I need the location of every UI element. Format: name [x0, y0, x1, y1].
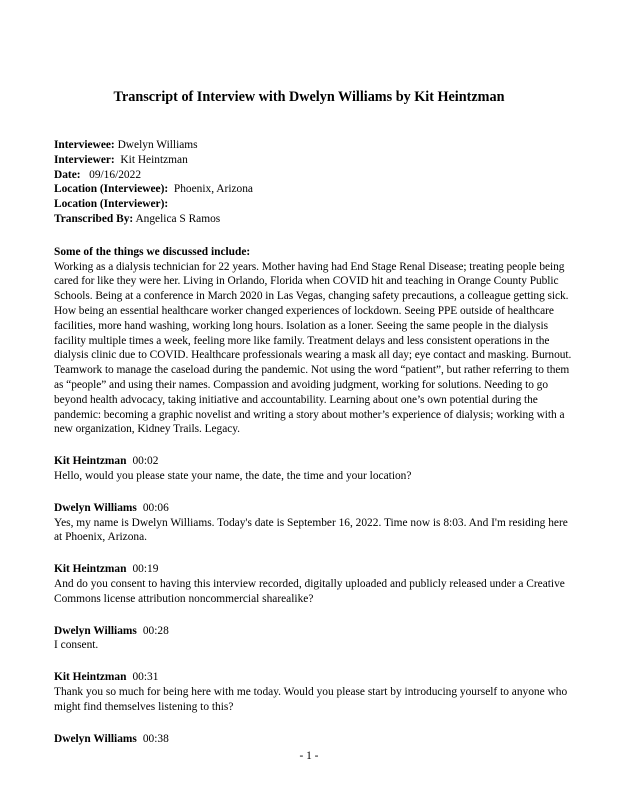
metadata-label: Location (Interviewer): — [54, 198, 169, 211]
metadata-location-interviewer — [54, 197, 574, 212]
timestamp: 00:02 — [132, 455, 159, 468]
utterance-text: I consent. — [54, 639, 99, 652]
utterance-text: Thank you so much for being here with me today. Would you please start by introducing yourself to anyone who might find themselves listening to this? — [54, 685, 568, 713]
metadata-interviewer — [54, 153, 574, 168]
utterance-text: And do you consent to having this interview recorded, digitally uploaded and publicly released under a Creative Commons license attribution noncommercial sharealike? — [54, 577, 565, 605]
metadata-value: Angelica S Ramos — [135, 212, 221, 225]
metadata-value: Dwelyn Williams — [117, 139, 198, 151]
speaker-line — [54, 732, 574, 747]
metadata-location-interviewee — [54, 182, 574, 197]
speaker-name: Dwelyn Williams — [54, 501, 137, 514]
metadata-date — [54, 168, 574, 183]
metadata-interviewee — [54, 138, 574, 153]
page-number: - 1 - — [299, 750, 319, 762]
utterance-text: Yes, my name is Dwelyn Williams. Today's date is September 16, 2022. Time now is 8:03. And I'm residing here at Phoenix, Arizona. — [54, 516, 568, 544]
speaker-line — [54, 624, 574, 639]
metadata-value: 09/16/2022 — [89, 168, 142, 181]
speaker-line — [54, 562, 574, 577]
timestamp: 00:38 — [142, 732, 169, 745]
document-content — [54, 138, 574, 746]
metadata-label: Transcribed By: — [54, 212, 134, 225]
speaker-name: Kit Heintzman — [54, 671, 127, 684]
metadata-value: Kit Heintzman — [120, 153, 188, 166]
document-title: Transcript of Interview with Dwelyn Williams by Kit Heintzman — [113, 89, 505, 105]
speaker-name: Dwelyn Williams — [54, 732, 137, 745]
transcript-turn — [54, 624, 574, 654]
timestamp: 00:06 — [142, 501, 169, 514]
transcript-turn — [54, 501, 574, 545]
speaker-line — [54, 670, 574, 685]
transcript-turn — [54, 732, 574, 747]
summary-paragraph: Working as a dialysis technician for 22 years. Mother having had End Stage Renal Disease; treating people being cared for like they were her. Living in Orlando, Florida when COVID hit and teaching in Orange County Public Schools. Being at a conference in March 2020 in Las Vegas, changing safety precautions, a colleague getting sick. How being an essential healthcare worker changed experiences of lockdown. Seeing PPE outside of healthcare facilities, more hand washing, working long hours. Isolation as a loner. Seeing the same people in the dialysis facility multiple times a week, feeling more like family. Treatment delays and less consistent operations in the dialysis clinic due to COVID. Healthcare professionals wearing a mask all day; eye contact and masking. Burnout. Teamwork to manage the caseload during the pandemic. Not using the word “patient”, but rather referring to them as “people” and using their names. Compassion and avoiding judgment, working for solutions. Needing to go beyond health advocacy, taking initiative and accountability. Learning about one’s own potential during the pandemic: becoming a graphic novelist and writing a story about mother’s experience of dialysis; working with a new organization, Kidney Trails. Legacy. — [54, 260, 572, 436]
speaker-line — [54, 501, 574, 516]
metadata-label: Location (Interviewee): — [54, 183, 169, 196]
speaker-name: Kit Heintzman — [54, 563, 127, 576]
metadata-transcribed-by — [54, 212, 574, 227]
timestamp: 00:31 — [132, 671, 159, 684]
metadata-label: Date: — [54, 168, 81, 181]
summary-heading: Some of the things we discussed include: — [54, 245, 251, 258]
speaker-name: Dwelyn Williams — [54, 624, 137, 637]
metadata-value: Phoenix, Arizona — [173, 183, 253, 196]
timestamp: 00:28 — [142, 624, 169, 637]
transcript-turn — [54, 562, 574, 606]
metadata-label: Interviewer: — [54, 153, 115, 166]
transcript-turn — [54, 670, 574, 714]
timestamp: 00:19 — [132, 563, 159, 576]
speaker-line — [54, 454, 574, 469]
metadata-label: Interviewee: — [54, 139, 115, 151]
transcript-turn — [54, 454, 574, 484]
metadata-block — [54, 138, 574, 227]
speaker-name: Kit Heintzman — [54, 455, 127, 468]
utterance-text: Hello, would you please state your name, the date, the time and your location? — [54, 469, 412, 482]
